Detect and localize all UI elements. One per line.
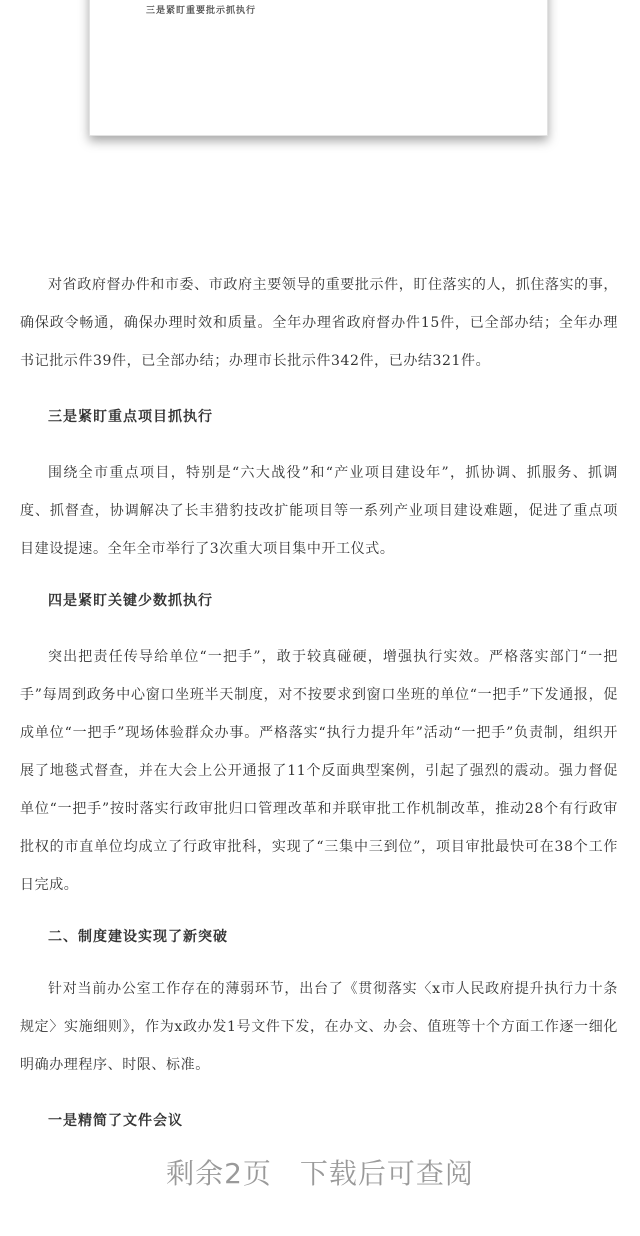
document-body: [20, 266, 618, 1140]
heading-streamline-meetings: 一是精简了文件会议: [48, 1113, 183, 1129]
paragraph-key-projects: 围绕全市重点项目，特别是“六大战役”和“产业项目建设年”，抓协调、抓服务、抓调度、抓督查，协调解决了长丰猎豹技改扩能项目等一系列产业项目建设难题，促进了重点项目建设提速。全年全市举行了3次重大项目集中开工仪式。: [20, 465, 618, 557]
heading-system-building: 二、制度建设实现了新突破: [48, 929, 228, 945]
preview-heading: 三是紧盯重要批示抓执行: [146, 6, 257, 16]
paragraph-system-building: 针对当前办公室工作存在的薄弱环节，出台了《贯彻落实〈x市人民政府提升执行力十条规定〉实施细则》，作为x政办发1号文件下发，在办文、办会、值班等十个方面工作逐一细化明确办理程序、时限、标准。: [20, 981, 618, 1073]
page-preview-card: [89, 0, 548, 136]
paragraph-instructions: 对省政府督办件和市委、市政府主要领导的重要批示件，盯住落实的人，抓住落实的事，确保政令畅通，确保办理时效和质量。全年办理省政府督办件15件，已全部办结；全年办理书记批示件39件，已全部办结；办理市长批示件342件，已办结321件。: [20, 277, 618, 369]
remaining-pages-text: 剩余2页: [166, 1157, 272, 1190]
paragraph-key-minority: 突出把责任传导给单位“一把手”，敢于较真碰硬，增强执行实效。严格落实部门“一把手”每周到政务中心窗口坐班半天制度，对不按要求到窗口坐班的单位“一把手”下发通报，促成单位“一把手”现场体验群众办事。严格落实“执行力提升年”活动“一把手”负责制，组织开展了地毯式督查，并在大会上公开通报了11个反面典型案例，引起了强烈的震动。强力督促单位“一把手”按时落实行政审批归口管理改革和并联审批工作机制改革，推动28个有行政审批权的市直单位均成立了行政审批科，实现了“三集中三到位”，项目审批最快可在38个工作日完成。: [20, 649, 618, 893]
download-remaining-button[interactable]: [0, 1152, 640, 1192]
heading-key-projects: 三是紧盯重点项目抓执行: [48, 409, 213, 425]
heading-key-minority: 四是紧盯关键少数抓执行: [48, 593, 213, 609]
download-hint-text: 下载后可查阅: [299, 1157, 474, 1190]
